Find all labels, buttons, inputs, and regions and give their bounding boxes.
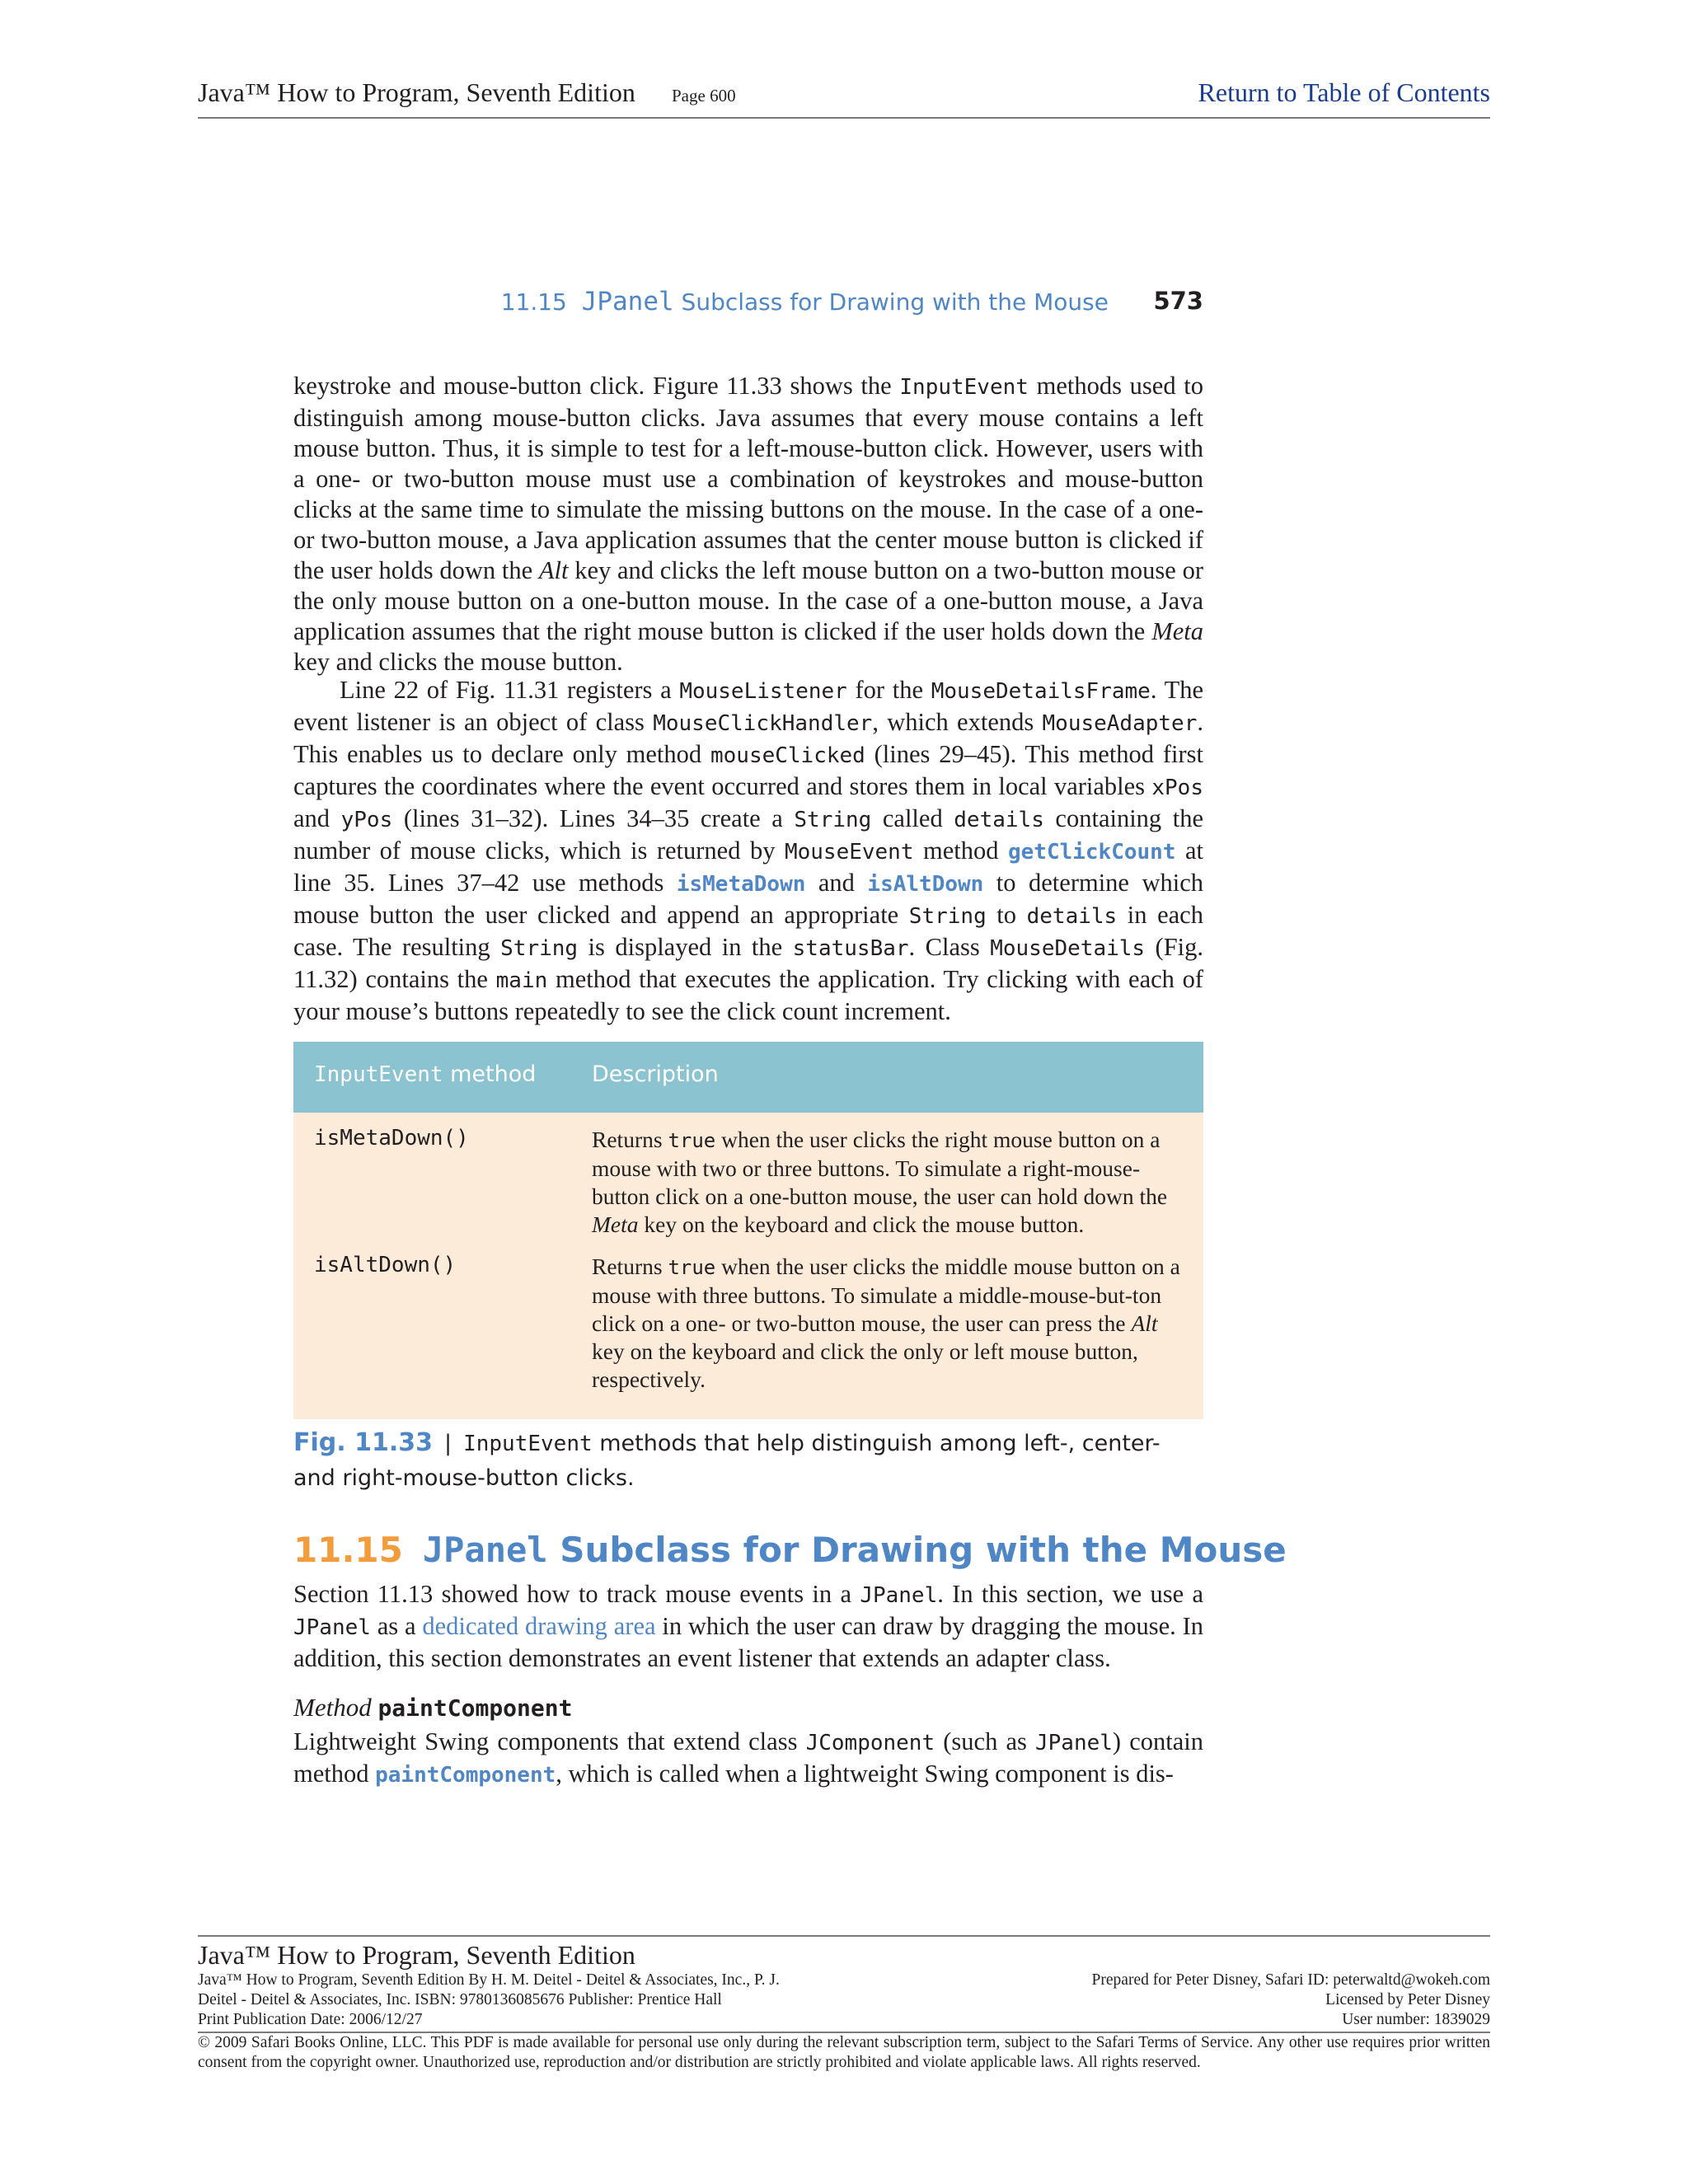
text-run: ) contain method bbox=[293, 1727, 1203, 1788]
section-heading bbox=[293, 1530, 1287, 1570]
emphasis-text: Alt bbox=[1131, 1310, 1158, 1336]
text-run: Line 22 of Fig. 11.31 registers a bbox=[340, 676, 680, 704]
text-run: in each case. The resulting bbox=[293, 901, 1203, 961]
text-run: for the bbox=[846, 676, 931, 704]
text-run: in which the user can draw by dragging the mouse. In addition, this section demonstrates an event listener that extends an adapter class. bbox=[293, 1612, 1203, 1672]
inline-code: MouseAdapter bbox=[1042, 711, 1198, 736]
text-run: when the user clicks the middle mouse button on a mouse with three buttons. To simulate a middle-mouse-but-ton click on a one- or two-button mouse, the user can press the bbox=[592, 1254, 1180, 1336]
text-run: . This enables us to declare only method bbox=[293, 708, 1203, 768]
text-run: called bbox=[871, 804, 954, 832]
text-run: (such as bbox=[935, 1727, 1035, 1755]
text-run: (lines 31–32). Lines 34–35 create a bbox=[392, 804, 795, 832]
table-cell-description bbox=[592, 1126, 1185, 1239]
inline-code: String bbox=[908, 904, 987, 929]
text-run: method bbox=[913, 837, 1008, 865]
inline-code: main bbox=[495, 968, 548, 993]
subheading-italic: Method bbox=[293, 1693, 372, 1722]
text-run: and bbox=[805, 869, 868, 897]
copyright-notice: © 2009 Safari Books Online, LLC. This PDF is made available for personal use only during the relevant subscription term, subject to the Safari Terms of Service. Any other use requires prior written consent from the copyright owner. Unauthorized use, reproduction and/or distribution are strictly prohibited and violate applicable laws. All rights reserved. bbox=[198, 2034, 1490, 2071]
text-run: . The event listener is an object of class bbox=[293, 676, 1204, 736]
footer-line-left: Java™ How to Program, Seventh Edition By H. M. Deitel - Deitel & Associates, Inc., P. J. bbox=[198, 1971, 780, 1989]
footer-title: Java™ How to Program, Seventh Edition bbox=[198, 1940, 635, 1970]
running-section-number: 11.15 bbox=[500, 288, 567, 316]
text-run: , which is called when a lightweight Swing component is dis- bbox=[556, 1760, 1174, 1788]
inline-code: true bbox=[668, 1256, 716, 1279]
emphasis-text: Alt bbox=[538, 556, 569, 584]
table-header-description: Description bbox=[592, 1062, 719, 1087]
subheading-code: paintComponent bbox=[377, 1694, 573, 1722]
footer-line-right: Licensed by Peter Disney bbox=[1325, 1991, 1490, 2008]
inline-code: JComponent bbox=[805, 1731, 935, 1755]
running-title-text: Subclass for Drawing with the Mouse bbox=[673, 288, 1109, 316]
footer-line bbox=[198, 1990, 1490, 2010]
footer-line-left: Print Publication Date: 2006/12/27 bbox=[198, 2011, 423, 2028]
emphasis-text: Meta bbox=[1151, 617, 1203, 645]
inline-code: MouseClickHandler bbox=[653, 711, 873, 736]
text-run: to determine which mouse button the user clicked and append an appropriate bbox=[293, 869, 1203, 929]
table-cell-method: isMetaDown() bbox=[314, 1126, 469, 1151]
caption-code: InputEvent bbox=[463, 1432, 593, 1456]
section-number: 11.15 bbox=[293, 1530, 403, 1570]
text-run: . Class bbox=[908, 933, 991, 961]
book-title: Java™ How to Program, Seventh Edition bbox=[198, 77, 635, 107]
text-run: keystroke and mouse-button click. Figure 11.33 shows the bbox=[293, 372, 900, 400]
paragraph-4 bbox=[293, 1727, 1203, 1791]
text-run: when the user clicks the right mouse button on a mouse with two or three buttons. To simulate a right-mouse-button click on a one-button mouse, the user can hold down the bbox=[592, 1127, 1168, 1209]
inline-code: JPanel bbox=[1035, 1731, 1113, 1755]
running-header bbox=[293, 287, 1203, 323]
inline-code: paintComponent bbox=[375, 1763, 556, 1788]
footer-line bbox=[198, 1971, 1490, 1990]
text-run: (lines 29–45). This method first captures the coordinates where the event occurred and stores them in local variables bbox=[293, 740, 1203, 800]
inline-code: isMetaDown bbox=[676, 872, 806, 897]
inline-code: getClickCount bbox=[1007, 840, 1176, 865]
inline-code: details bbox=[1026, 904, 1118, 929]
figure-caption bbox=[293, 1426, 1203, 1495]
footer-line-left: Deitel - Deitel & Associates, Inc. ISBN: 9780136085676 Publisher: Prentice Hall bbox=[198, 1991, 722, 2008]
footer-line bbox=[198, 2010, 1490, 2030]
table-header-code: InputEvent bbox=[314, 1062, 443, 1087]
footer-line-right: User number: 1839029 bbox=[1342, 2011, 1490, 2028]
section-title-code: JPanel bbox=[422, 1530, 548, 1570]
figure-label: Fig. 11.33 bbox=[293, 1428, 433, 1457]
section-title-text: Subclass for Drawing with the Mouse bbox=[547, 1530, 1287, 1570]
inline-code: MouseDetailsFrame bbox=[931, 679, 1151, 704]
inline-code: InputEvent bbox=[899, 375, 1029, 400]
inline-code: JPanel bbox=[860, 1583, 938, 1608]
text-run: Returns bbox=[592, 1127, 668, 1152]
paragraph-1 bbox=[293, 371, 1203, 677]
emphasis-text: Meta bbox=[592, 1212, 639, 1237]
text-run: method that executes the application. Try clicking with each of your mouse’s buttons repeatedly to see the click count increment. bbox=[293, 965, 1204, 1025]
table-cell-description bbox=[592, 1253, 1185, 1394]
text-run: key on the keyboard and click the mouse button. bbox=[638, 1212, 1085, 1237]
text-run: Lightweight Swing components that extend class bbox=[293, 1727, 806, 1755]
inline-code: JPanel bbox=[293, 1615, 371, 1640]
caption-separator: | bbox=[443, 1431, 452, 1456]
table-cell-method: isAltDown() bbox=[314, 1253, 457, 1277]
text-run: as a bbox=[370, 1612, 423, 1640]
footer-line-right: Prepared for Peter Disney, Safari ID: peterwaltd@wokeh.com bbox=[1091, 1971, 1490, 1989]
inline-code: statusBar bbox=[792, 936, 909, 961]
text-run: key and clicks the mouse button. bbox=[293, 648, 623, 676]
paragraph-3 bbox=[293, 1579, 1203, 1674]
text-run: Section 11.13 showed how to track mouse events in a bbox=[293, 1580, 860, 1608]
caption-text: methods that help distinguish among left-, center- and right-mouse-button clicks. bbox=[293, 1431, 1160, 1491]
running-title-code: JPanel bbox=[581, 287, 674, 316]
text-run: , which extends bbox=[872, 708, 1043, 736]
text-run: and bbox=[293, 804, 341, 832]
inline-code: MouseEvent bbox=[784, 840, 914, 865]
inline-code: details bbox=[954, 808, 1044, 832]
running-title bbox=[501, 287, 1109, 316]
page-label: Page 600 bbox=[672, 86, 736, 105]
page-number: 573 bbox=[1153, 287, 1203, 315]
inline-code: xPos bbox=[1151, 776, 1203, 800]
text-run: methods used to distinguish among mouse-button clicks. Java assumes that every mouse contains a left mouse button. Thus, it is simple to test for a left-mouse-button click. However, users with a one- or two-button mouse must use a combination of keystrokes and mouse-button clicks at the same time to simulate the missing buttons on the mouse. In the case of a one- or two-button mouse, a Java application assumes that the center mouse button is clicked if the user holds down the bbox=[293, 372, 1203, 584]
paragraph-2 bbox=[293, 675, 1203, 1027]
table-header-method bbox=[314, 1062, 536, 1087]
text-run: to bbox=[986, 901, 1027, 929]
inline-code: MouseDetails bbox=[990, 936, 1146, 961]
inline-code: true bbox=[668, 1129, 716, 1152]
subheading bbox=[293, 1693, 572, 1722]
text-run: (Fig. 11.32) contains the bbox=[293, 933, 1204, 993]
text-run: Returns bbox=[592, 1254, 668, 1279]
text-run: at line 35. Lines 37–42 use methods bbox=[293, 837, 1203, 897]
safari-header bbox=[198, 77, 1490, 119]
inline-code: MouseListener bbox=[679, 679, 847, 704]
inline-code: isAltDown bbox=[867, 872, 984, 897]
inline-code: yPos bbox=[340, 808, 393, 832]
inline-code: String bbox=[500, 936, 579, 961]
highlighted-term: dedicated drawing area bbox=[422, 1612, 656, 1640]
text-run: is displayed in the bbox=[578, 933, 793, 961]
text-run: key on the keyboard and click the only or left mouse button, respectively. bbox=[592, 1338, 1138, 1392]
return-to-toc-link[interactable]: Return to Table of Contents bbox=[1198, 77, 1490, 107]
text-run: containing the number of mouse clicks, which is returned by bbox=[293, 804, 1204, 865]
inline-code: mouseClicked bbox=[710, 743, 865, 768]
table-header bbox=[293, 1042, 1203, 1113]
inline-code: String bbox=[794, 808, 872, 832]
safari-footer bbox=[198, 1935, 1490, 2073]
text-run: . In this section, we use a bbox=[937, 1580, 1203, 1608]
table-header-method-label: method bbox=[443, 1062, 537, 1087]
input-event-methods-table bbox=[293, 1042, 1203, 1419]
text-run: key and clicks the left mouse button on a two-button mouse or the only mouse button on a one-button mouse. In the case of a one-button mouse, a Java application assumes that the right mouse button is clicked if the user holds down the bbox=[293, 556, 1203, 645]
